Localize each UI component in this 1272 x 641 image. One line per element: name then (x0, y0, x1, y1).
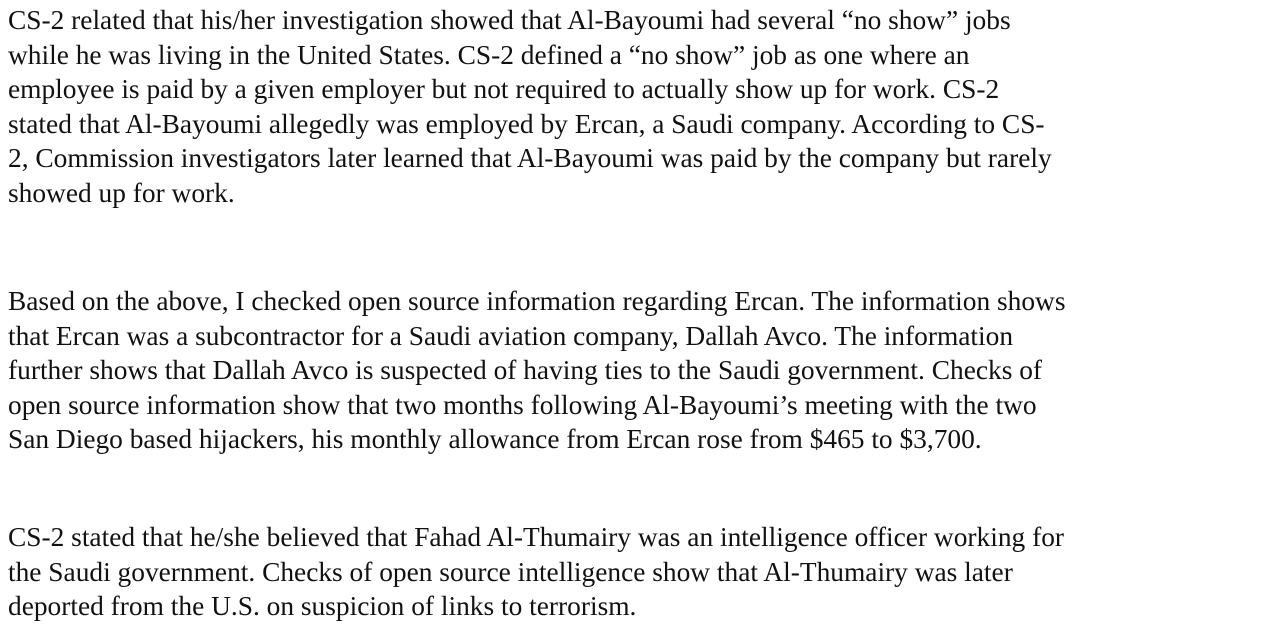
text-line: 2, Commission investigators later learned that Al-Bayoumi was paid by the company but rarely (8, 143, 1052, 173)
text-line: showed up for work. (8, 177, 235, 208)
text-line: open source information show that two months following Al-Bayoumi’s meeting with the two (8, 389, 1037, 420)
document-page (8, 0, 1266, 641)
text-line: that Ercan was a subcontractor for a Saudi aviation company, Dallah Avco. The information (8, 320, 1014, 351)
text-line: the Saudi government. Checks of open source intelligence show that Al-Thumairy was later (8, 556, 1013, 587)
text-line: employee is paid by a given employer but not required to actually show up for work. CS-2 (8, 74, 1000, 104)
text-line: San Diego based hijackers, his monthly allowance from Ercan rose from $465 to $3,700. (8, 424, 982, 454)
text-line: Based on the above, I checked open source information regarding Ercan. The information shows (8, 286, 1066, 316)
paragraph-al-thumairy (8, 520, 1064, 624)
text-line: CS-2 related that his/her investigation showed that Al-Bayoumi had several “no show” jobs (8, 5, 1011, 35)
text-line: further shows that Dallah Avco is suspected of having ties to the Saudi government. Checks of (8, 355, 1043, 385)
paragraph-no-show-jobs (8, 3, 1052, 210)
paragraph-ercan-findings (8, 284, 1066, 457)
text-line: stated that Al-Bayoumi allegedly was employed by Ercan, a Saudi company. According to CS- (8, 108, 1045, 139)
text-line: deported from the U.S. on suspicion of links to terrorism. (8, 591, 637, 621)
text-line: while he was living in the United States. CS-2 defined a “no show” job as one where an (8, 39, 970, 70)
text-line: CS-2 stated that he/she believed that Fahad Al-Thumairy was an intelligence officer working for (8, 522, 1065, 552)
